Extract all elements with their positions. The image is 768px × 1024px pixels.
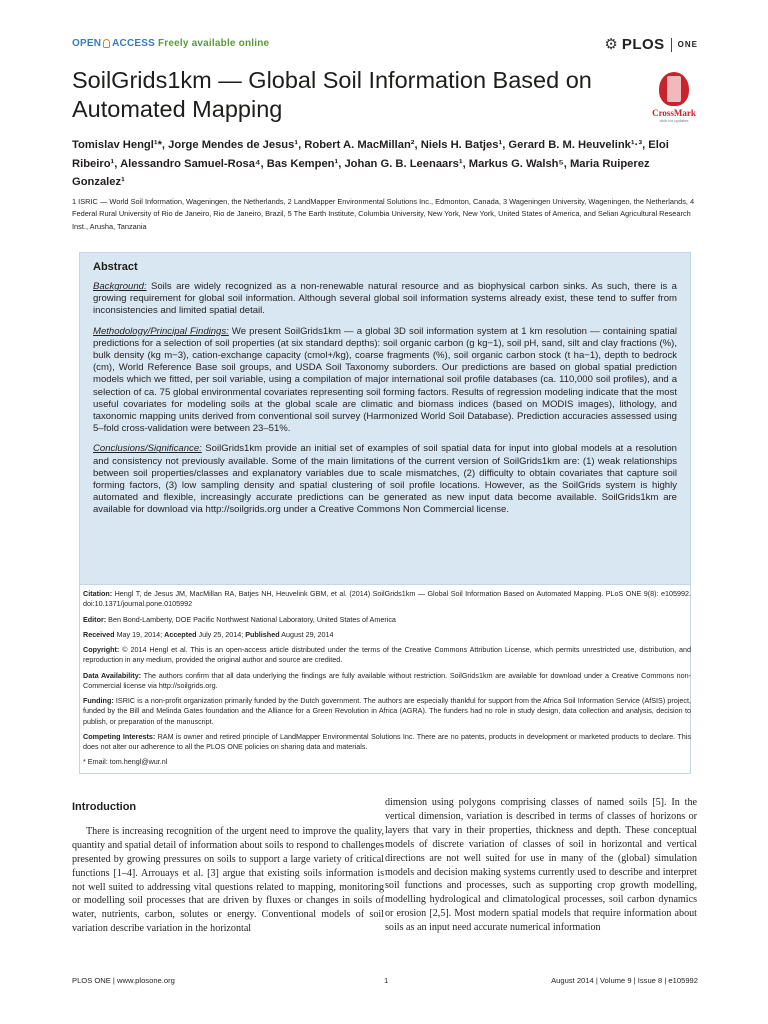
open-label: OPEN <box>72 38 102 49</box>
open-access-banner[interactable] <box>72 38 269 49</box>
funding <box>83 696 691 727</box>
copyright-text: © 2014 Hengl et al. This is an open-access article distributed under the terms of the Creative Commons Attribution License, which permits unrestricted use, distribution, and reproduction in any medium, provided the original author and source are credited. <box>83 645 691 665</box>
article-info <box>83 589 691 773</box>
methods-text: We present SoilGrids1km — a global 3D soil information system at 1 km resolution — containing spatial predictions for a selection of soil properties (at six standard depths): soil organic carbon (g kg−1), soil pH, sand, silt and clay fractions (%), bulk density (kg m−3), cation-exchange capacity (cmol+/kg), coarse fragments (%), soil organic carbon stock (t ha−1), depth to bedrock (cm), World Reference Base soil groups, and USDA Soil Taxonomy suborders. Our predictions are based on global spatial prediction models which we fitted, per soil variable, using a compilation of major international soil profile databases (ca. 110,000 soil profiles), and a selection of ca. 75 global environmental covariates representing soil forming factors. Results of regression modeling indicate that the most useful covariates for modeling soils at the global scale are climatic and biomass indices (based on MODIS images), lithology, and taxonomic mapping units derived from conventional soil survey (Harmonized World Soil Database). Prediction accuracies assessed using 5–fold cross-validation were between 23–51%. <box>93 325 677 435</box>
conclusions-label: Conclusions/Significance: <box>93 443 202 455</box>
crossmark-icon <box>659 72 689 106</box>
journal-header <box>72 36 698 56</box>
journal-name: PLOS <box>621 36 665 53</box>
citation <box>83 589 691 609</box>
abstract-heading: Abstract <box>93 261 138 273</box>
abstract-methods <box>93 326 677 436</box>
availability-label: Data Availability: <box>83 670 142 680</box>
plos-one-logo[interactable] <box>604 36 698 53</box>
funding-text: ISRIC is a non-profit organization primarily funded by the Dutch government. The authors are especially thankful for support from the Africa Soil Information Service (AfSIS) project, funded by the Bill and Melinda Gates foundation and the Alliance for a Green Revolution in Africa (AGRA). The funders had no role in study design, data collection and analysis, decision to publish, or preparation of the manuscript. <box>83 696 691 726</box>
dates <box>83 630 691 640</box>
competing-interests <box>83 732 691 752</box>
logo-divider <box>671 38 672 52</box>
editor-label: Editor: <box>83 614 107 624</box>
methods-label: Methodology/Principal Findings: <box>93 325 229 337</box>
crossmark-badge[interactable] <box>644 72 704 123</box>
affiliations: 1 ISRIC — World Soil Information, Wageningen, the Netherlands, 2 LandMapper Environmental Solutions Inc., Edmonton, Canada, 3 Wageningen University, Wageningen, the Netherlands, 4 Federal Rural University of Rio de Janeiro, Rio de Janeiro, Brazil, 5 The Earth Institute, Columbia University, New York, New York, United States of America, and Selian Agricultural Research Inst., Arusha, Tanzania <box>72 197 695 231</box>
freely-available-label: Freely available online <box>158 38 270 49</box>
received-date: May 19, 2014; <box>114 629 165 639</box>
open-lock-icon <box>103 39 110 48</box>
introduction-heading: Introduction <box>72 801 137 813</box>
article-title: SoilGrids1km — Global Soil Information Based on Automated Mapping <box>72 67 592 122</box>
copyright-label: Copyright: <box>83 645 120 655</box>
body-column-left <box>72 797 384 936</box>
crossmark-sublabel: click for updates <box>659 118 689 123</box>
editor-text: Ben Bond-Lamberty, DOE Pacific Northwest National Laboratory, United States of America <box>106 614 396 624</box>
plos-gear-icon: ⚙ <box>604 36 618 53</box>
funding-label: Funding: <box>83 696 114 706</box>
introduction-paragraph: There is increasing recognition of the urgent need to improve the quality, quantity and spatial detail of information about soils to respond to challenges presented by growing pressures on soils to support a large variety of critical functions [1–4]. Arrouays et al. [3] argue that existing soils information is not well suited to addressing vital questions related to mapping, monitoring or modelling soil processes that are driven by fluxes or changes in soils of water, nutrients, carbon, solutes or energy. Conventional models of soil variation describe variation in the horizontal <box>72 825 384 935</box>
introduction-continued: dimension using polygons comprising classes of named soils [5]. In the vertical dimension, variation is described in terms of classes of horizons or layers that vary in their properties, thickness and depth. These conceptual models of discrete variation of classes of soil in horizontal and vertical directions are not well suited for use in many of the (global) simulation models and decision making systems currently used to describe and interpret soil functions and processes, such as supporting crop growth modelling, modelling hydrological and climatological processes, soil carbon dynamics or erosion [2,5]. Most modern spatial models that require information about soils as an input need accurate numerical information <box>385 797 697 934</box>
received-label: Received <box>83 629 115 639</box>
data-availability <box>83 671 691 691</box>
corresponding-email[interactable]: * Email: tom.hengl@wur.nl <box>83 757 168 767</box>
accepted-label: Accepted <box>164 629 197 639</box>
footer-issue: August 2014 | Volume 9 | Issue 8 | e105992 <box>551 976 698 985</box>
accepted-date: July 25, 2014; <box>196 629 246 639</box>
background-text: Soils are widely recognized as a non-renewable natural resource and as biophysical carbon sinks. As such, there is a growing requirement for global soil information. Although several global soil information systems already exist, these tend to suffer from inconsistencies and limited spatial detail. <box>93 281 677 317</box>
page-number: 1 <box>384 976 389 985</box>
editor <box>83 615 691 625</box>
journal-suffix: ONE <box>677 40 698 49</box>
copyright <box>83 645 691 665</box>
body-column-right <box>385 796 697 935</box>
access-label: ACCESS <box>112 38 156 49</box>
competing-label: Competing Interests: <box>83 731 156 741</box>
citation-text: Hengl T, de Jesus JM, MacMillan RA, Batjes NH, Heuvelink GBM, et al. (2014) SoilGrids1km — Global Soil Information Based on Automated Mapping. PLoS ONE 9(8): e105992. doi:10.1371/journal.pone.0105992 <box>83 589 691 609</box>
abstract-background <box>93 281 677 318</box>
competing-text: RAM is owner and retired principle of LandMapper Environmental Solutions Inc. There are no patents, products in development or marketed products to declare. This does not alter our adherence to all the PLOS ONE policies on sharing data and materials. <box>83 731 691 751</box>
background-label: Background: <box>93 281 147 292</box>
author-list: Tomislav Hengl¹*, Jorge Mendes de Jesus¹, Robert A. MacMillan², Niels H. Batjes¹, Gerard B. M. Heuvelink¹·³, Eloi Ribeiro¹, Alessandro Samuel-Rosa⁴, Bas Kempen¹, Johan G. B. Leenaars¹, Markus G. Walsh⁵, Maria Ruiperez Gonzalez¹ <box>72 139 669 188</box>
abstract-box <box>79 252 691 585</box>
conclusions-text: SoilGrids1km provide an initial set of examples of soil spatial data for input into global models at a resolution and consistency not previously available. Some of the main limitations of the current version of SoilGrids1km are: (1) weak relationships between soil properties/classes and explanatory variables due to scale mismatches, (2) difficulty to obtain covariates that capture soil forming factors, (3) low sampling density and spatial clustering of soil profile locations. However, as the SoilGrids system is highly automated and flexible, increasingly accurate predictions can be generated as new input data become available. SoilGrids1km are available for download via http://soilgrids.org under a Creative Commons Non Commercial license. <box>93 443 677 516</box>
citation-label: Citation: <box>83 589 113 598</box>
abstract-conclusions <box>93 443 677 516</box>
crossmark-label: CrossMark <box>652 108 696 118</box>
availability-text: The authors confirm that all data underlying the findings are fully available without restriction. SoilGrids1km are available for download under a Creative Commons non-Commercial license via http://soilgrids.org. <box>83 670 692 690</box>
footer-journal[interactable]: PLOS ONE | www.plosone.org <box>72 976 175 985</box>
published-label: Published <box>245 629 280 639</box>
published-date: August 29, 2014 <box>279 629 334 639</box>
